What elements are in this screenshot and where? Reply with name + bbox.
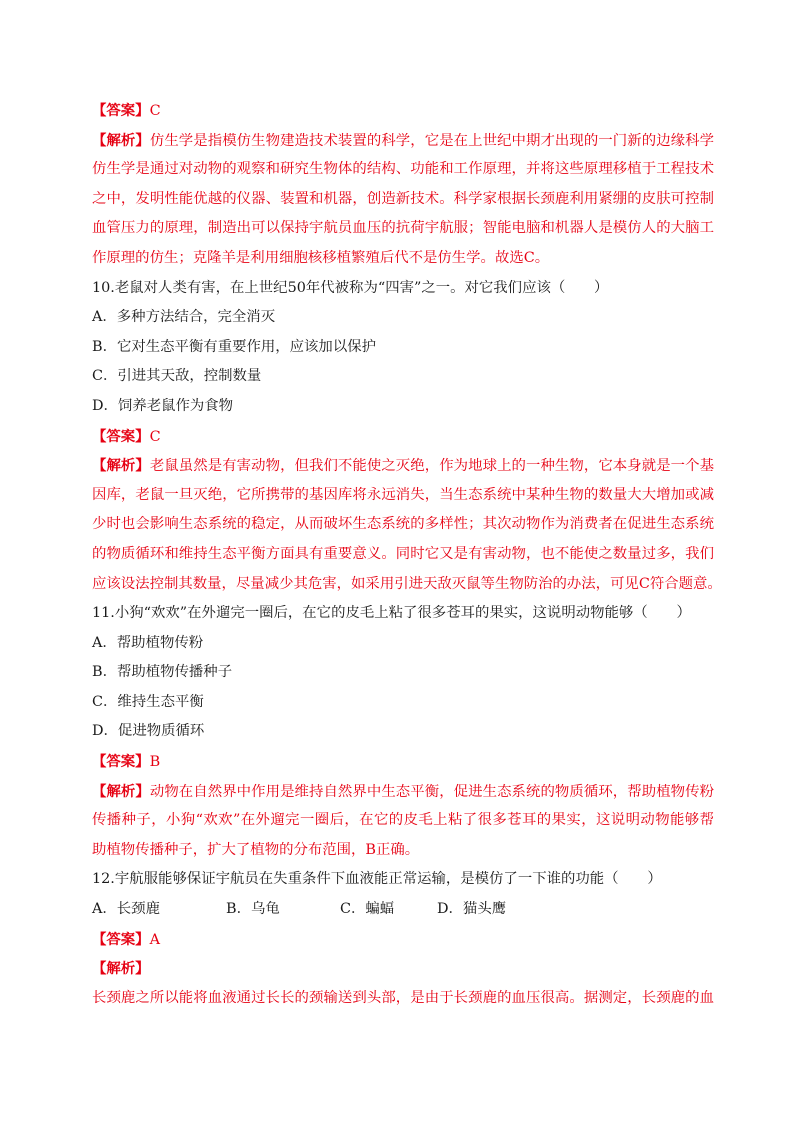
question-option: C．维持生态平衡 bbox=[92, 693, 204, 710]
analysis-line bbox=[92, 451, 714, 481]
analysis-text: 因库，老鼠一旦灭绝，它所携带的基因库将永远消失，当生态系统中某种生物的数量大大增加或减 bbox=[92, 486, 714, 503]
analysis-text: 之中，发明性能优越的仪器、装置和机器，创造新技术。科学家根据长颈鹿利用紧绷的皮肤可控制 bbox=[92, 190, 714, 207]
answer-line bbox=[92, 422, 714, 452]
question-option: C．蝙蝠 bbox=[340, 901, 395, 918]
answer-line bbox=[92, 747, 714, 777]
answer-tag: 【答案】 bbox=[92, 427, 150, 445]
answer-value: A bbox=[149, 931, 160, 948]
answer-value: C bbox=[149, 103, 161, 119]
answer-value: C bbox=[149, 428, 161, 445]
question-option: C．引进其天敌，控制数量 bbox=[92, 368, 262, 385]
question-stem: 10.老鼠对人类有害，在上世纪50年代被称为“四害”之一。对它我们应该（ ） bbox=[92, 279, 609, 296]
analysis-line bbox=[92, 481, 714, 511]
question-stem: 11.小狗“欢欢”在外遛完一圈后，在它的皮毛上粘了很多苍耳的果实，这说明动物能够（ ） bbox=[92, 605, 691, 622]
question-option: B．帮助植物传播种子 bbox=[92, 664, 233, 681]
analysis-tag: 【解析】 bbox=[92, 131, 150, 149]
analysis-text: 老鼠虽然是有害动物，但我们不能使之灭绝，作为地球上的一种生物，它本身就是一个基 bbox=[149, 458, 714, 475]
answer-value: B bbox=[149, 754, 161, 771]
question-option: B．它对生态平衡有重要作用，应该加以保护 bbox=[92, 338, 376, 355]
analysis-line bbox=[92, 777, 714, 807]
analysis-text: 仿生学是通过对动物的观察和研究生物体的结构、功能和工作原理，并将这些原理移植于工程技术 bbox=[92, 161, 714, 178]
analysis-text: 血管压力的原理，制造出可以保持宇航员血压的抗荷宇航服；智能电脑和机器人是模仿人的大脑工 bbox=[92, 220, 714, 237]
analysis-line bbox=[92, 155, 714, 185]
question-stem: 12.宇航服能够保证宇航员在失重条件下血液能正常运输，是模仿了一下谁的功能（ ） bbox=[92, 871, 662, 888]
analysis-text: 仿生学是指模仿生物建造技术装置的科学，它是在上世纪中期才出现的一门新的边缘科学 bbox=[149, 132, 714, 149]
analysis-tag: 【解析】 bbox=[92, 782, 150, 800]
analysis-line bbox=[92, 126, 714, 156]
document-body bbox=[92, 96, 722, 1013]
answer-line bbox=[92, 925, 714, 955]
analysis-text: 的物质循环和维持生态平衡方面具有重要意义。同时它又是有害动物，也不能使之数量过多，我们 bbox=[92, 545, 714, 562]
question-option: B．乌龟 bbox=[226, 901, 280, 918]
question-option: D．猫头鹰 bbox=[437, 901, 507, 918]
question-option: A．长颈鹿 bbox=[92, 901, 160, 918]
answer-tag: 【答案】 bbox=[92, 753, 150, 771]
analysis-tag: 【解析】 bbox=[92, 960, 150, 978]
question-options-row bbox=[92, 895, 714, 925]
question-option: D．饲养老鼠作为食物 bbox=[92, 397, 234, 414]
analysis-line bbox=[92, 836, 714, 866]
analysis-line bbox=[92, 510, 714, 540]
analysis-tag: 【解析】 bbox=[92, 457, 150, 475]
question-option: D．促进物质循环 bbox=[92, 723, 205, 740]
analysis-line bbox=[92, 570, 722, 600]
analysis-line bbox=[92, 540, 714, 570]
analysis-text: 作原理的仿生；克隆羊是利用细胞核移植繁殖后代不是仿生学。故选C。 bbox=[92, 249, 550, 266]
analysis-line bbox=[92, 185, 714, 215]
analysis-text: 传播种子，小狗“欢欢”在外遛完一圈后，在它的皮毛上粘了很多苍耳的果实，这说明动物能够帮 bbox=[92, 812, 714, 829]
analysis-text: 助植物传播种子，扩大了植物的分布范围，B正确。 bbox=[92, 841, 420, 858]
answer-tag: 【答案】 bbox=[92, 102, 150, 119]
analysis-line bbox=[92, 954, 714, 984]
analysis-text: 少时也会影响生态系统的稳定，从而破坏生态系统的多样性；其次动物作为消费者在促进生态系统 bbox=[92, 516, 714, 533]
analysis-line bbox=[92, 214, 714, 244]
question-option: A．帮助植物传粉 bbox=[92, 634, 204, 651]
analysis-paragraph-line: 长颈鹿之所以能将血液通过长长的颈输送到头部，是由于长颈鹿的血压很高。据测定，长颈鹿的血 bbox=[92, 989, 714, 1006]
answer-line bbox=[92, 96, 714, 126]
analysis-text: 动物在自然界中作用是维持自然界中生态平衡，促进生态系统的物质循环，帮助植物传粉 bbox=[149, 783, 714, 800]
answer-tag: 【答案】 bbox=[92, 930, 150, 948]
analysis-line bbox=[92, 244, 714, 274]
question-option: A．多种方法结合，完全消灭 bbox=[92, 309, 276, 326]
analysis-line bbox=[92, 806, 714, 836]
analysis-text: 应该设法控制其数量，尽量减少其危害，如采用引进天敌灭鼠等生物防治的办法，可见C符合题意。 bbox=[92, 575, 722, 592]
